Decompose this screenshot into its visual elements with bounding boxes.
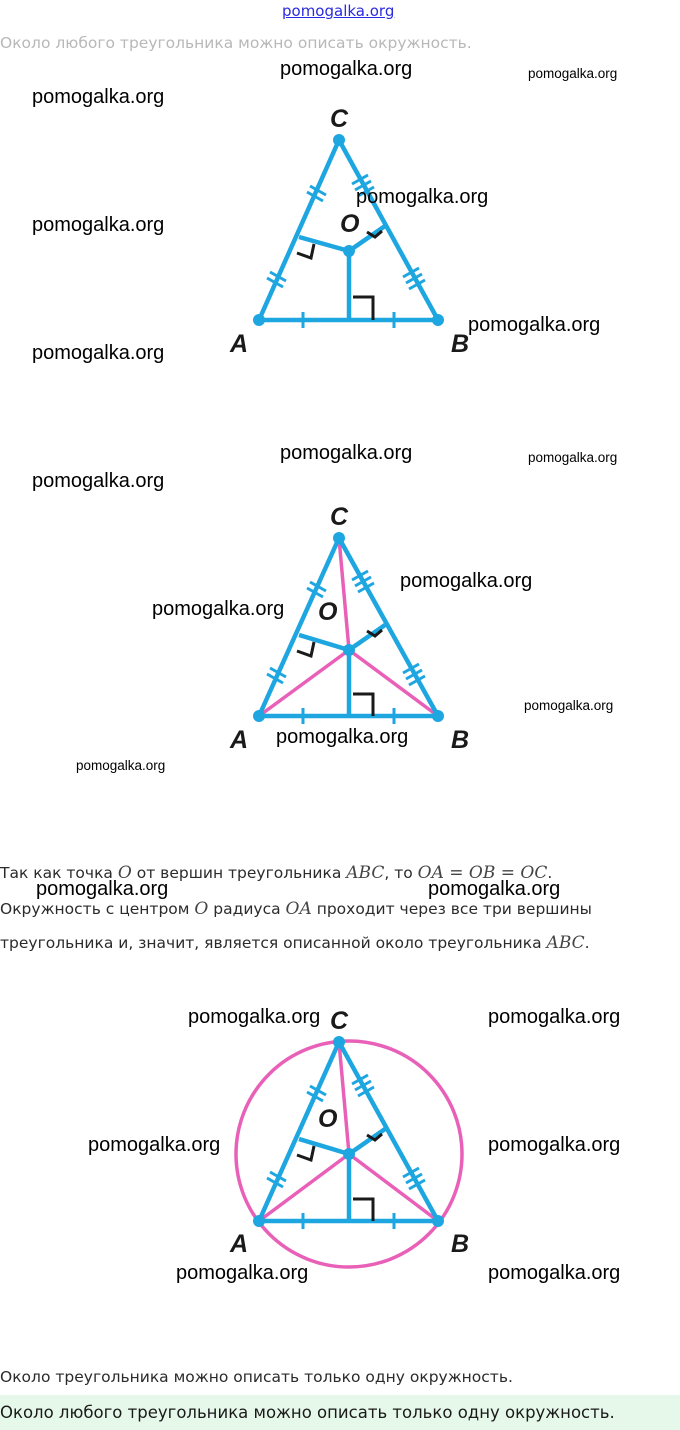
- math-oa: OA: [285, 899, 312, 919]
- watermark: pomogalka.org: [428, 878, 561, 900]
- vertex-label-b: B: [451, 1230, 470, 1258]
- watermark: pomogalka.org: [36, 878, 169, 900]
- vertex-label-a: A: [230, 330, 249, 358]
- point-label-o: O: [340, 210, 360, 238]
- watermark: pomogalka.org: [488, 1134, 621, 1156]
- vertex-label-a: A: [230, 726, 249, 754]
- vertex-label-c: C: [330, 105, 349, 133]
- proof-text: треугольника и, значит, является описанной около треугольника: [0, 934, 547, 952]
- watermark: pomogalka.org: [356, 186, 489, 208]
- proof-text: Так как точка: [0, 864, 118, 882]
- watermark: pomogalka.org: [32, 470, 165, 492]
- vertex-label-c: C: [330, 1007, 349, 1035]
- watermark: pomogalka.org: [280, 58, 413, 80]
- proof-text: проходит через все три вершины: [311, 900, 592, 918]
- watermark: pomogalka.org: [152, 598, 285, 620]
- watermark: pomogalka.org: [76, 758, 166, 773]
- math-abc: ABC: [346, 863, 385, 883]
- proof-text: радиуса: [208, 900, 286, 918]
- site-link[interactable]: pomogalka.org: [282, 2, 395, 20]
- uniqueness-note: Около треугольника можно описать только одну окружность.: [0, 1368, 513, 1386]
- math-o: O: [117, 863, 132, 883]
- watermark: pomogalka.org: [176, 1262, 309, 1284]
- vertex-label-b: B: [451, 330, 470, 358]
- right-angle-marks: [297, 1134, 382, 1221]
- watermark: pomogalka.org: [528, 450, 618, 465]
- watermark: pomogalka.org: [524, 698, 614, 713]
- proof-text: , то: [384, 864, 418, 882]
- right-angle-marks: [297, 231, 382, 320]
- watermark: pomogalka.org: [468, 314, 601, 336]
- theorem-statement: Около любого треугольника можно описать окружность.: [0, 34, 472, 52]
- proof-text: .: [584, 934, 590, 952]
- watermark: pomogalka.org: [276, 726, 409, 748]
- math-abc: ABC: [546, 933, 585, 953]
- figure-circumscribed-circle: [0, 900, 680, 1300]
- right-angle-marks: [297, 630, 382, 716]
- vertex-label-b: B: [451, 726, 470, 754]
- watermark: pomogalka.org: [280, 442, 413, 464]
- watermark: pomogalka.org: [528, 66, 618, 81]
- watermark: pomogalka.org: [188, 1006, 321, 1028]
- vertex-label-c: C: [330, 503, 349, 531]
- watermark: pomogalka.org: [88, 1134, 221, 1156]
- math-equality: OA = OB = OC: [417, 863, 548, 883]
- watermark: pomogalka.org: [488, 1262, 621, 1284]
- watermark: pomogalka.org: [32, 86, 165, 108]
- point-label-o: O: [318, 1105, 338, 1133]
- vertex-label-a: A: [230, 1230, 249, 1258]
- watermark: pomogalka.org: [488, 1006, 621, 1028]
- proof-text: от вершин треугольника: [131, 864, 347, 882]
- point-label-o: O: [318, 598, 338, 626]
- math-o: O: [194, 899, 209, 919]
- watermark: pomogalka.org: [32, 342, 165, 364]
- watermark: pomogalka.org: [400, 570, 533, 592]
- proof-text: .: [547, 864, 553, 882]
- conclusion-banner: Около любого треугольника можно описать только одну окружность.: [0, 1395, 680, 1430]
- watermark: pomogalka.org: [32, 214, 165, 236]
- proof-text: Окружность с центром: [0, 900, 195, 918]
